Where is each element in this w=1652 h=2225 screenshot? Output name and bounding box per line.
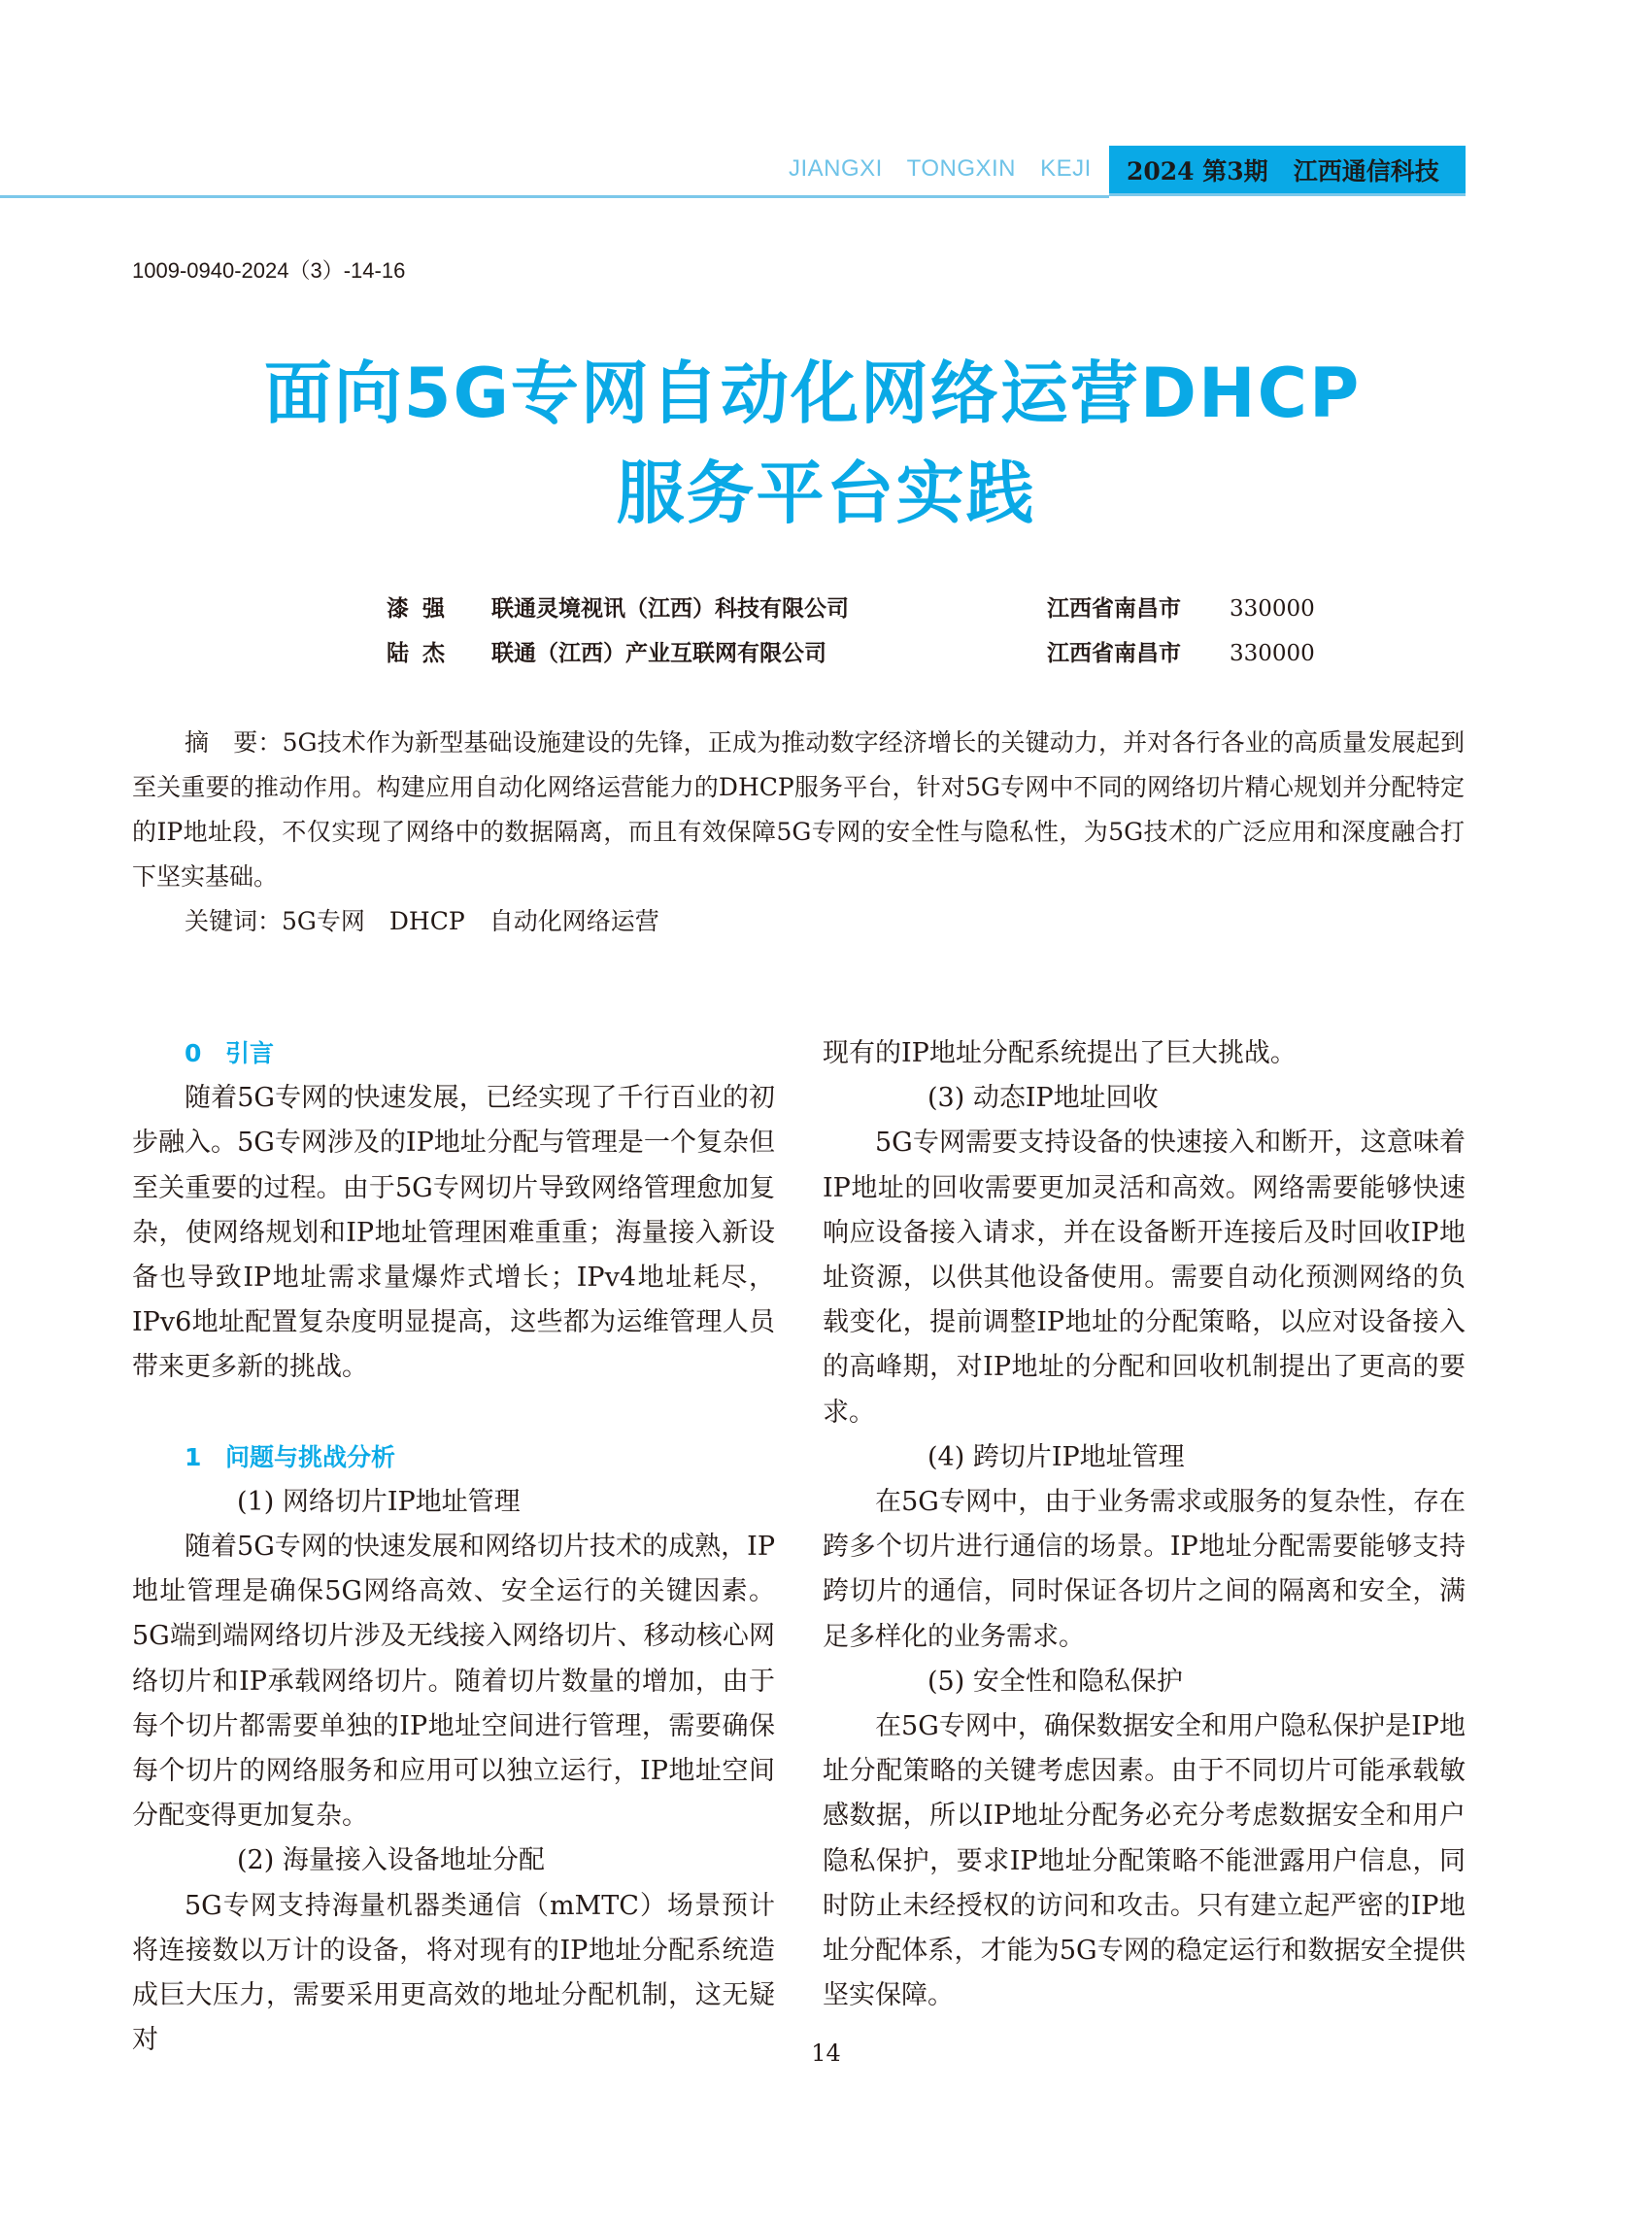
keywords-label: 关键词：	[185, 907, 283, 935]
subsection-heading: (1) 网络切片IP地址管理	[237, 1486, 521, 1517]
author-affiliation: 联通灵境视讯（江西）科技有限公司	[491, 595, 849, 622]
paper-title-line-1: 面向5G专网自动化网络运营DHCP	[263, 354, 1362, 433]
journal-issue-banner	[1109, 146, 1466, 196]
paragraph: 5G专网需要支持设备的快速接入和断开，这意味着IP地址的回收需要更加灵活和高效。网络需要能够快速响应设备接入请求，并在设备断开连接后及时回收IP地址资源，以供其他设备使用。需要自动化预测网络的负载变化，提前调整IP地址的分配策略，以应对设备接入的高峰期，对IP地址的分配和回收机制提出了更高的要求。	[823, 1128, 1466, 1428]
section-title: 问题与挑战分析	[225, 1442, 396, 1471]
author-list	[387, 587, 1315, 676]
header-rule	[0, 195, 1109, 198]
paper-title-line-2: 服务平台实践	[616, 454, 1036, 533]
author-postcode: 330000	[1230, 596, 1315, 622]
abstract-paragraph	[132, 721, 1465, 899]
paragraph-continued: 现有的IP地址分配系统提出了巨大挑战。	[823, 1038, 1297, 1068]
author-postcode: 330000	[1230, 641, 1315, 666]
keywords-text: 5G专网 DHCP 自动化网络运营	[282, 907, 659, 935]
paragraph: 在5G专网中，确保数据安全和用户隐私保护是IP地址分配策略的关键考虑因素。由于不同切片可能承载敏感数据，所以IP地址分配务必充分考虑数据安全和用户隐私保护，要求IP地址分配策略不能泄露用户信息，同时防止未经授权的访问和攻击。只有建立起严密的IP地址分配体系，才能为5G专网的稳定运行和数据安全提供坚实保障。	[823, 1711, 1466, 2011]
paragraph: 5G专网支持海量机器类通信（mMTC）场景预计将连接数以万计的设备，将对现有的IP地址分配系统造成巨大压力，需要采用更高效的地址分配机制，这无疑对	[132, 1890, 775, 2056]
document-code: 1009-0940-2024（3）-14-16	[132, 258, 406, 283]
left-column	[132, 1031, 775, 2063]
author-affiliation: 联通（江西）产业互联网有限公司	[491, 640, 826, 666]
author-name: 漆强	[387, 595, 458, 622]
section-heading-problems	[132, 1435, 775, 1480]
paragraph: 随着5G专网的快速发展和网络切片技术的成熟，IP地址管理是确保5G网络高效、安全运行的关键因素。5G端到端网络切片涉及无线接入网络切片、移动核心网络切片和IP承载网络切片。随着切片数量的增加，由于每个切片都需要单独的IP地址空间进行管理，需要确保每个切片的网络服务和应用可以独立运行，IP地址空间分配变得更加复杂。	[132, 1532, 775, 1832]
section-number: 1	[185, 1442, 202, 1471]
subsection-heading: (3) 动态IP地址回收	[927, 1083, 1159, 1114]
subsection-heading: (2) 海量接入设备地址分配	[237, 1845, 545, 1876]
right-column	[823, 1031, 1466, 2018]
abstract-text: 5G技术作为新型基础设施建设的先锋，正成为推动数字经济增长的关键动力，并对各行各业的高质量发展起到至关重要的推动作用。构建应用自动化网络运营能力的DHCP服务平台，针对5G专网中不同的网络切片精心规划并分配特定的IP地址段，不仅实现了网络中的数据隔离，而且有效保障5G专网的安全性与隐私性，为5G技术的广泛应用和深度融合打下坚实基础。	[132, 728, 1465, 891]
section-title: 引言	[225, 1039, 275, 1067]
author-name: 陆杰	[387, 640, 458, 666]
author-row	[387, 587, 1315, 631]
author-city: 江西省南昌市	[1047, 595, 1181, 622]
paragraph: 在5G专网中，由于业务需求或服务的复杂性，存在跨多个切片进行通信的场景。IP地址分配需要能够支持跨切片的通信，同时保证各切片之间的隔离和安全，满足多样化的业务需求。	[823, 1487, 1466, 1652]
author-row	[387, 631, 1315, 676]
abstract-block	[132, 721, 1465, 944]
subsection-heading: (4) 跨切片IP地址管理	[927, 1441, 1185, 1472]
journal-name-chinese: 江西通信科技	[1293, 156, 1439, 185]
section-number: 0	[185, 1039, 202, 1067]
page-number: 14	[811, 2040, 841, 2067]
keywords-line	[132, 899, 1465, 944]
subsection-heading: (5) 安全性和隐私保护	[927, 1666, 1183, 1697]
issue-label: 2024 第3期	[1127, 156, 1268, 185]
section-heading-introduction	[132, 1031, 775, 1076]
abstract-label: 摘 要：	[185, 728, 283, 757]
author-city: 江西省南昌市	[1047, 640, 1181, 666]
journal-name-english: JIANGXI TONGXIN KEJI	[789, 155, 1092, 182]
paragraph: 随着5G专网的快速发展，已经实现了千行百业的初步融入。5G专网涉及的IP地址分配与管理是一个复杂但至关重要的过程。由于5G专网切片导致网络管理愈加复杂，使网络规划和IP地址管理困难重重；海量接入新设备也导致IP地址需求量爆炸式增长；IPv4地址耗尽，IPv6地址配置复杂度明显提高，这些都为运维管理人员带来更多新的挑战。	[132, 1083, 775, 1383]
